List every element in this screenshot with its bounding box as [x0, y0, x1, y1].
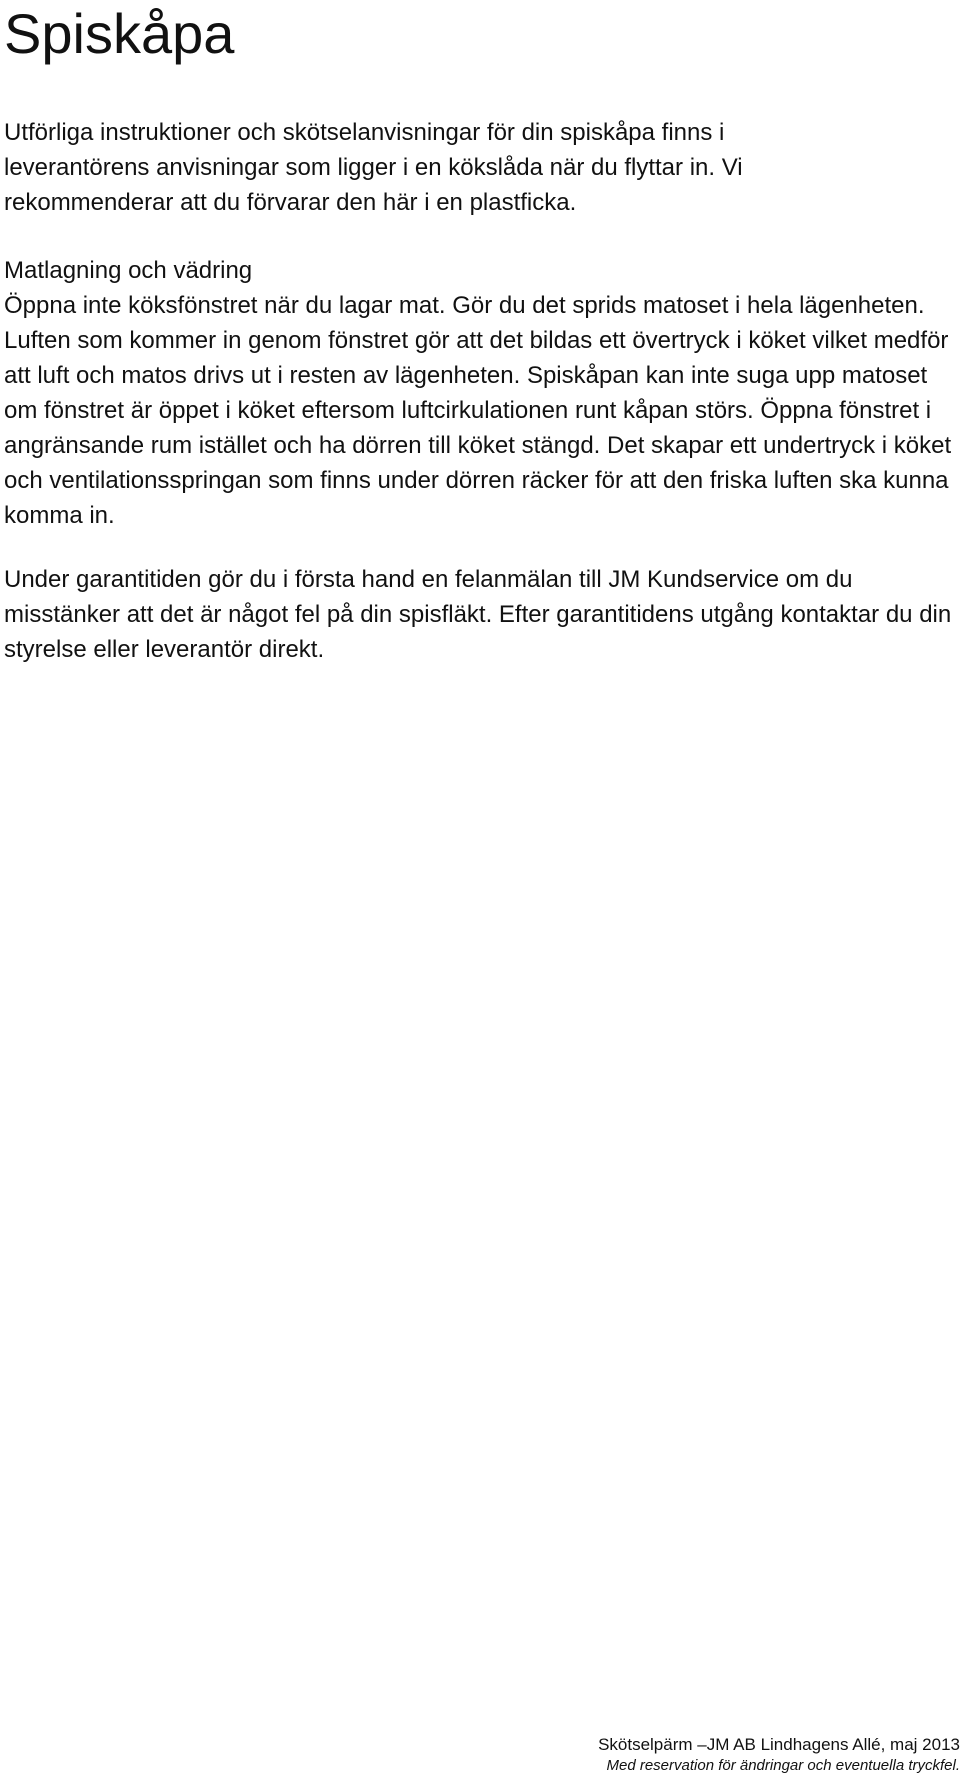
- page-title: Spiskåpa: [4, 2, 235, 65]
- footer-disclaimer: Med reservation för ändringar och eventuella tryckfel.: [606, 1757, 960, 1774]
- warranty-paragraph: Under garantitiden gör du i första hand en felanmälan till JM Kundservice om du misstänker att det är något fel på din spisfläkt. Efter garantitidens utgång kontaktar du din styrelse eller leverantör direkt.: [4, 566, 952, 663]
- section-heading: Matlagning och vädring: [4, 257, 253, 284]
- intro-paragraph: Utförliga instruktioner och skötselanvisningar för din spiskåpa finns i leverantörens anvisningar som ligger i en kökslåda när du flyttar in. Vi rekommenderar att du förvarar den här i en plastficka.: [4, 119, 743, 216]
- footer-source-line: Skötselpärm –JM AB Lindhagens Allé, maj 2013: [598, 1735, 960, 1754]
- page-footer: [598, 1734, 960, 1776]
- document-body: [4, 115, 954, 667]
- section-body-paragraph: Öppna inte köksfönstret när du lagar mat. Gör du det sprids matoset i hela lägenheten. Luften som kommer in genom fönstret gör att det bildas ett övertryck i köket vilket medför att luft och matos drivs ut i resten av lägenheten. Spiskåpan kan inte suga upp matoset om fönstret är öppet i köket eftersom luftcirkulationen runt kåpan störs. Öppna fönstret i angränsande rum istället och ha dörren till köket stängd. Det skapar ett undertryck i köket och ventilationsspringan som finns under dörren räcker för att den friska luften ska kunna komma in.: [4, 292, 952, 529]
